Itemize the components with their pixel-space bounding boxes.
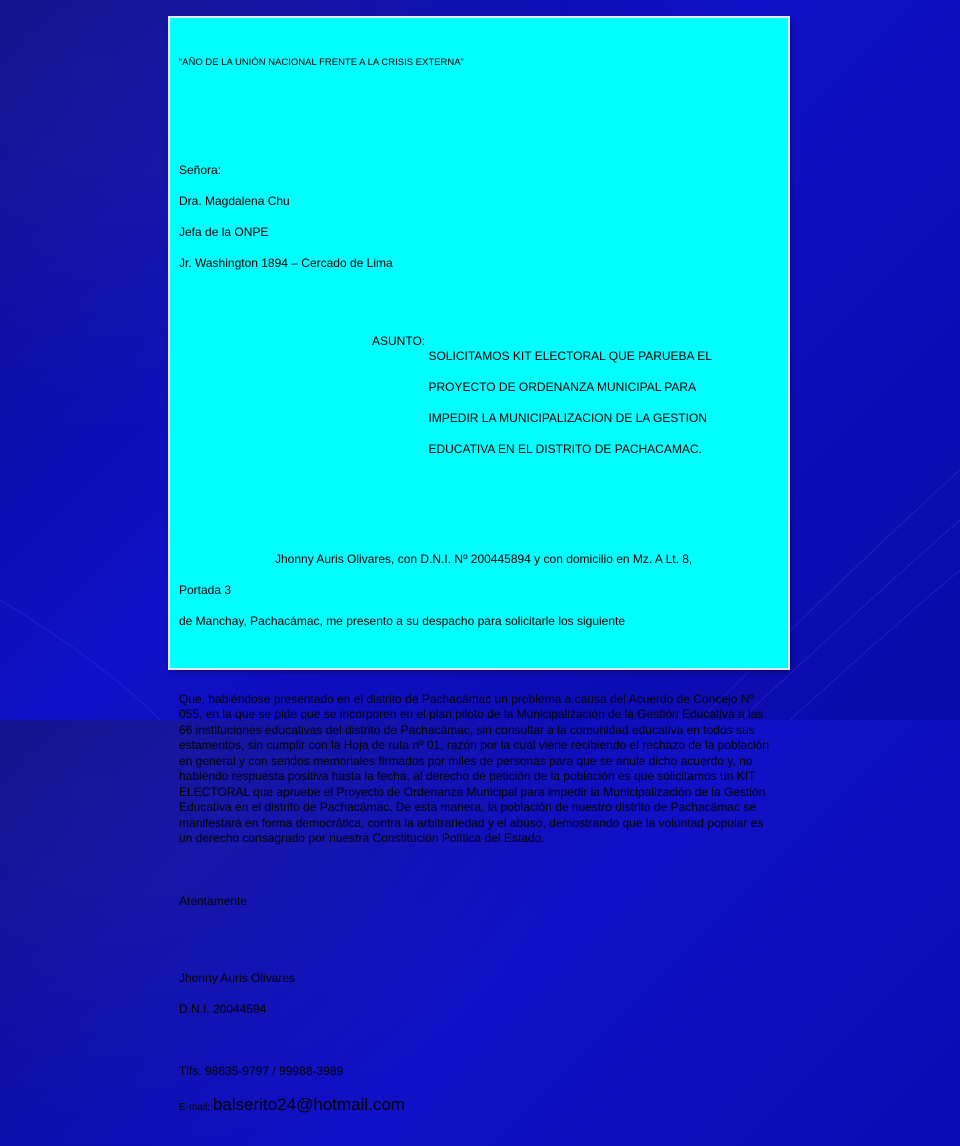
body-paragraph: Que, habiéndose presentado en el distrito de Pachacámac un problema a causa del Acuerdo de Concejo Nº 055, en la que se pide que se incorporen en el plan piloto de la Municipalización de la Gestión Educativa a las 66 instituciones educativas del distrito de Pachacámac, sin consultar a la comunidad educativa en todos sus estamentos, sin cumplir con la Hoja de ruta nº 01, razón por la cual viene recibiendo el rechazo de la población en general y con sendos memoriales firmados por miles de personas para que se anule dicho acuerdo y, no habiendo respuesta positiva hasta la fecha, al derecho de petición de la población es que solicitamos un KIT ELECTORAL que apruebe el Proyecto de Ordenanza Municipal para impedir la Municipalización de la Gestión Educativa en el distrito de Pachacámac. De esta manera, la población de nuestro distrito de Pachacámac se manifestará en forma democrática, contra la arbitrariedad y el abuso, demostrando que la voluntad popular es un derecho consagrado por nuestra Constitución Política del Estado. [179, 691, 770, 845]
intro-line: Portada 3 [179, 582, 232, 597]
subject-line: IMPEDIR LA MUNICIPALIZACION DE LA GESTION [428, 411, 707, 425]
recipient-salutation: Señora: [179, 162, 222, 177]
recipient-address: Jr. Washington 1894 – Cercado de Lima [179, 255, 393, 270]
closing-line: Atentamente [179, 893, 248, 908]
subject-text [428, 334, 711, 474]
subject-line: SOLICITAMOS KIT ELECTORAL QUE PARUEBA EL [428, 349, 712, 363]
signature-dni: D.N.I. 20044594 [179, 1001, 267, 1016]
email-label: E-mail: [179, 1101, 213, 1113]
subject-label: ASUNTO: [372, 333, 429, 348]
intro-paragraph [179, 536, 779, 645]
phone-numbers: Tlfs. 98835-9797 / 99988-3989 [179, 1063, 344, 1078]
intro-line: Jhonny Auris Olivares, con D.N.I. Nº 200445894 y con domicilio en Mz. A Lt. 8, [275, 551, 693, 566]
recipient-position: Jefa de la ONPE [179, 224, 269, 239]
signature-block [179, 955, 779, 1033]
recipient-block [179, 147, 779, 287]
letter-motto: “AÑO DE LA UNIÓN NACIONAL FRENTE A LA CRISIS EXTERNA” [179, 57, 464, 68]
intro-line: de Manchay, Pachacámac, me presento a su despacho para solicitarle los siguiente [179, 613, 626, 628]
email-row [179, 1094, 779, 1116]
subject-block [372, 334, 779, 474]
recipient-name: Dra. Magdalena Chu [179, 193, 290, 208]
subject-line: EDUCATIVA EN EL DISTRITO DE PACHACAMAC. [428, 442, 702, 456]
email-address[interactable]: balserito24@hotmail.com [212, 1094, 405, 1114]
letter-panel [170, 18, 788, 1114]
subject-line: PROYECTO DE ORDENANZA MUNICIPAL PARA [428, 380, 697, 394]
signature-name: Jhonny Auris Olivares [179, 970, 296, 985]
letter-document [179, 26, 779, 1146]
